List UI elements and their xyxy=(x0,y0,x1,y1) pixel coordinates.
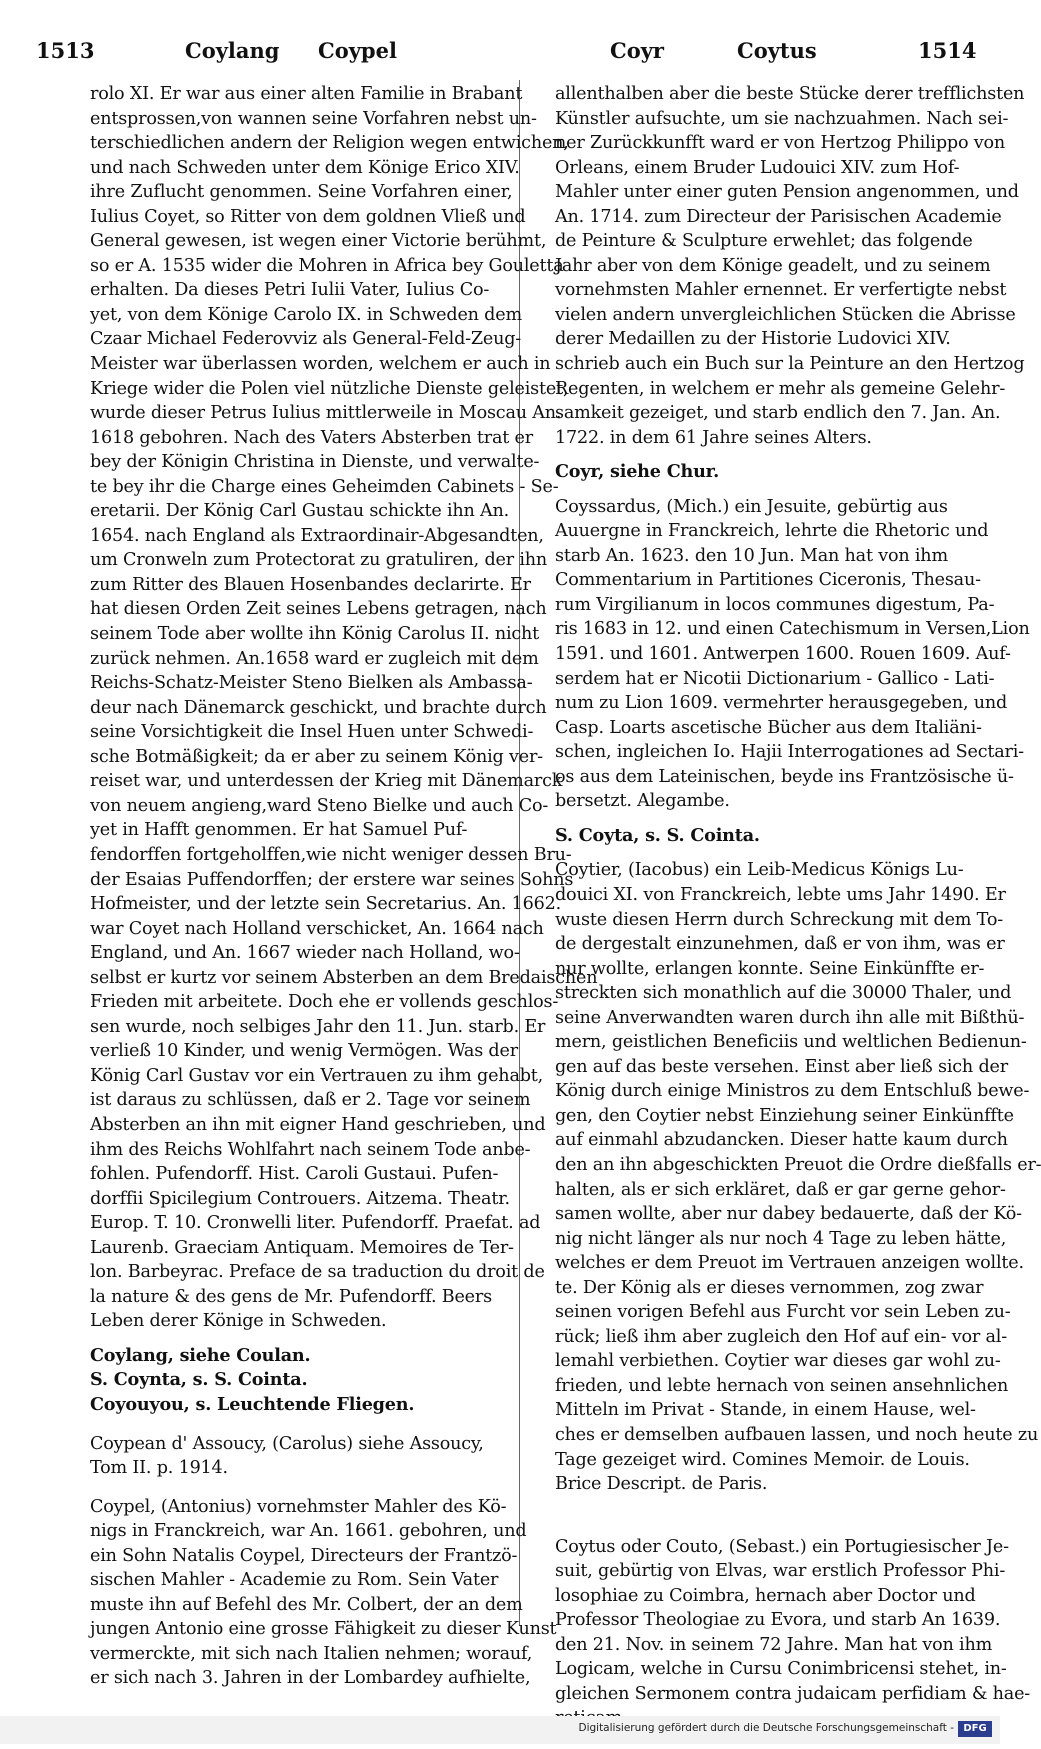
entry-coytus xyxy=(555,1535,1031,1731)
text-line: ihm des Reichs Wohlfahrt nach seinem Tode anbe- xyxy=(90,1139,531,1160)
text-line: seinen vorigen Befehl aus Furcht vor sein Leben zu- xyxy=(555,1302,1011,1323)
headword-coyr: Coyr xyxy=(610,38,664,63)
text-line: gen, den Coytier nebst Einziehung seiner Einkünffte xyxy=(555,1105,1014,1126)
text-line: General gewesen, ist wegen einer Victorie berühmt, xyxy=(90,231,547,252)
text-line: und nach Schweden unter dem Könige Erico XIV. xyxy=(90,157,520,178)
text-line: hat diesen Orden Zeit seines Lebens getragen, nach xyxy=(90,599,547,620)
text-line: Tage gezeiget wird. Comines Memoir. de Louis. xyxy=(555,1449,970,1470)
text-line: er sich nach 3. Jahren in der Lombardey aufhielte, xyxy=(90,1668,531,1689)
text-line: Hofmeister, und der letzte sein Secretarius. An. 1662. xyxy=(90,894,562,915)
text-line: 1722. in dem 61 Jahre seines Alters. xyxy=(555,427,872,448)
text-line: Czaar Michael Federovviz als General-Feld-Zeug- xyxy=(90,329,522,350)
text-line: losophiae zu Coimbra, hernach aber Doctor und xyxy=(555,1585,976,1606)
left-column-entries xyxy=(90,1344,520,1418)
left-column-text xyxy=(90,82,598,1334)
spacer xyxy=(555,450,987,460)
text-line: ner Zurückkunfft ward er von Hertzog Philippo von xyxy=(555,133,1006,154)
digitization-footer xyxy=(0,1716,1000,1744)
headword-coypel: Coypel xyxy=(318,38,397,63)
text-line: mern, geistlichen Beneficiis und weltlichen Bedienun- xyxy=(555,1032,1027,1053)
entry-coyssardus xyxy=(555,495,1030,814)
text-line: An. 1714. zum Directeur der Parisischen Academie xyxy=(555,206,1002,227)
entry-coyr: Coyr, siehe Chur. xyxy=(555,461,720,483)
text-line: den 21. Nov. in seinem 72 Jahre. Man hat von ihm xyxy=(555,1634,993,1655)
text-line: Logicam, welche in Cursu Conimbricensi stehet, in- xyxy=(555,1659,1007,1680)
text-line: Iulius Coyet, so Ritter von dem goldnen Vließ und xyxy=(90,206,526,227)
text-line: suit, gebürtig von Elvas, war erstlich Professor Phi- xyxy=(555,1561,1006,1582)
text-line: Casp. Loarts ascetische Bücher aus dem Italiäni- xyxy=(555,717,982,738)
text-line: eretarii. Der König Carl Gustau schickte ihn An. xyxy=(90,501,510,522)
text-line: starb An. 1623. den 10 Jun. Man hat von ihm xyxy=(555,545,948,566)
footer-credit: Digitalisierung gefördert durch die Deutsche Forschungsgemeinschaft - xyxy=(578,1722,954,1734)
text-line: seinem Tode aber wollte ihn König Carolus II. nicht xyxy=(90,624,540,645)
text-line: ist daraus zu schlüssen, daß er 2. Tage vor seinem xyxy=(90,1090,531,1111)
text-line: nur wollte, erlangen konnte. Seine Einkünffte er- xyxy=(555,958,985,979)
text-line: lemahl verbiethen. Coytier war dieses gar wohl zu- xyxy=(555,1351,1001,1372)
text-line: vermerckte, mit sich nach Italien nehmen; worauf, xyxy=(90,1643,533,1664)
spacer xyxy=(90,1481,520,1495)
text-line: 1618 gebohren. Nach des Vaters Absterben trat er xyxy=(90,427,533,448)
text-line: um Cronweln zum Protectorat zu gratuliren, der ihn xyxy=(90,550,548,571)
text-line: zum Ritter des Blauen Hosenbandes declarirte. Er xyxy=(90,574,531,595)
text-line: von neuem angieng,ward Steno Bielke und auch Co- xyxy=(90,795,549,816)
text-line: sen wurde, noch selbiges Jahr den 11. Jun. starb. Er xyxy=(90,1016,546,1037)
text-line: Tom II. p. 1914. xyxy=(90,1458,228,1479)
entry-s-coyta: S. Coyta, s. S. Cointa. xyxy=(555,824,760,846)
text-line: yet, von dem Könige Carolo IX. in Schweden dem xyxy=(90,304,522,325)
text-line: ches er demselben aufbauen lassen, und noch heute zu xyxy=(555,1424,1039,1445)
text-line: douici XI. von Franckreich, lebte ums Jahr 1490. Er xyxy=(555,884,1006,905)
text-line: sche Botmäßigkeit; da er aber zu seinem König ver- xyxy=(90,746,543,767)
text-line: frieden, und lebte hernach von seinen ansehnlichen xyxy=(555,1375,1009,1396)
text-line: welches er dem Preuot im Vertrauen anzeigen wollte. xyxy=(555,1253,1024,1274)
text-line: Frieden mit arbeitete. Doch ehe er vollends geschlos- xyxy=(90,992,559,1013)
text-line: auf einmahl abzudancken. Dieser hatte kaum durch xyxy=(555,1130,1008,1151)
text-line: Leben derer Könige in Schweden. xyxy=(90,1311,387,1332)
text-line: allenthalben aber die beste Stücke derer trefflichsten xyxy=(555,84,1025,104)
text-line: England, und An. 1667 wieder nach Holland, wo- xyxy=(90,943,520,964)
dfg-logo: DFG xyxy=(958,1721,992,1737)
text-line: Coypel, (Antonius) vornehmster Mahler des Kö- xyxy=(90,1496,507,1517)
text-line: os aus dem Lateinischen, beyde ins Frantzösische ü- xyxy=(555,766,1014,787)
text-line: König durch einige Ministros zu dem Entschluß bewe- xyxy=(555,1081,1030,1102)
text-line: nigs in Franckreich, war An. 1661. gebohren, und xyxy=(90,1521,527,1542)
text-line: Coytier, (Iacobus) ein Leib-Medicus Königs Lu- xyxy=(555,860,964,881)
text-line: Absterben an ihn mit eigner Hand geschrieben, und xyxy=(90,1114,546,1135)
text-line: Reichs-Schatz-Meister Steno Bielken als Ambassa- xyxy=(90,673,533,694)
spacer xyxy=(555,848,987,858)
text-line: bersetzt. Alegambe. xyxy=(555,791,730,812)
text-line: verließ 10 Kinder, und wenig Vermögen. Was der xyxy=(90,1041,518,1062)
text-line: Regenten, in welchem er mehr als gemeine Gelehr- xyxy=(555,378,1006,399)
text-line: der Esaias Puffendorffen; der erstere war seines Sohns xyxy=(90,869,574,890)
text-line: ein Sohn Natalis Coypel, Directeurs der Frantzö- xyxy=(90,1545,518,1566)
text-line: vielen andern unvergleichlichen Stücken die Abrisse xyxy=(555,304,1016,325)
spacer xyxy=(555,814,987,824)
text-line: de Peinture & Sculpture erwehlet; das folgende xyxy=(555,231,973,252)
text-line: ris 1683 in 12. und einen Catechismum in Versen,Lion xyxy=(555,619,1030,640)
text-line: la nature & des gens de Mr. Pufendorff. Beers xyxy=(90,1286,492,1307)
text-line: halten, als er sich erkläret, daß er gar gerne gehor- xyxy=(555,1179,1006,1200)
spacer xyxy=(555,485,987,495)
text-line: so er A. 1535 wider die Mohren in Africa bey Gouletta xyxy=(90,255,564,276)
text-line: terschiedlichen andern der Religion wegen entwichen, xyxy=(90,133,569,154)
page-number-left: 1513 xyxy=(36,38,95,63)
text-line: yet in Hafft genommen. Er hat Samuel Puf- xyxy=(90,820,468,841)
text-line: Orleans, einem Bruder Ludouici XIV. zum Hof- xyxy=(555,157,960,178)
text-line: deur nach Dänemarck geschickt, und brachte durch xyxy=(90,697,547,718)
text-line: Professor Theologiae zu Evora, und starb An 1639. xyxy=(555,1610,1001,1631)
spacer xyxy=(555,1497,987,1535)
text-line: muste ihn auf Befehl des Mr. Colbert, der an dem xyxy=(90,1594,523,1615)
text-line: derer Medaillen zu der Historie Ludovici XIV. xyxy=(555,329,951,350)
text-line: wuste diesen Herrn durch Schreckung mit dem To- xyxy=(555,909,1003,930)
text-line: König Carl Gustav vor ein Vertrauen zu ihm gehabt, xyxy=(90,1065,544,1086)
text-line: Europ. T. 10. Cronwelli liter. Pufendorff. Praefat. ad xyxy=(90,1213,541,1234)
text-line: den an ihn abgeschickten Preuot die Ordre dießfalls er- xyxy=(555,1154,1041,1175)
text-line: schrieb auch ein Buch sur la Peinture an den Hertzog xyxy=(555,354,1025,375)
text-line: bey der Königin Christina in Dienste, und verwalte- xyxy=(90,452,540,473)
text-line: rolo XI. Er war aus einer alten Familie in Brabant xyxy=(90,84,523,104)
text-line: Coyssardus, (Mich.) ein Jesuite, gebürtig aus xyxy=(555,496,948,517)
text-line: Brice Descript. de Paris. xyxy=(555,1474,768,1495)
text-line: Meister war überlassen worden, welchem er auch in xyxy=(90,354,551,375)
text-line: sischen Mahler - Academie zu Rom. Sein Vater xyxy=(90,1570,499,1591)
entry-line: Coyouyou, s. Leuchtende Fliegen. xyxy=(90,1393,415,1415)
text-line: fohlen. Pufendorff. Hist. Caroli Gustaui. Pufen- xyxy=(90,1164,499,1185)
entry-coytier xyxy=(555,858,1041,1496)
text-line: entsprossen,von wannen seine Vorfahren nebst un- xyxy=(90,108,537,129)
text-line: streckten sich monathlich auf die 30000 Thaler, und xyxy=(555,983,1012,1004)
text-line: te bey ihr die Charge eines Geheimden Cabinets - Se- xyxy=(90,476,559,497)
text-line: serdem hat er Nicotii Dictionarium - Gallico - Lati- xyxy=(555,668,995,689)
text-line: Künstler aufsuchte, um sie nachzuahmen. Nach sei- xyxy=(555,108,1009,129)
text-line: vornehmsten Mahler ernennet. Er verfertigte nebst xyxy=(555,280,1007,301)
text-line: gleichen Sermonem contra judaicam perfidiam & hae- xyxy=(555,1683,1031,1704)
text-line: samen wollte, aber nur dabey bedauerte, daß der Kö- xyxy=(555,1204,1022,1225)
text-line: 1591. und 1601. Antwerpen 1600. Rouen 1609. Auf- xyxy=(555,644,1011,665)
text-line: dorffii Spicilegium Controuers. Aitzema. Theatr. xyxy=(90,1188,510,1209)
headword-coytus: Coytus xyxy=(737,38,817,63)
text-line: rum Virgilianum in locos communes digestum, Pa- xyxy=(555,594,995,615)
right-column xyxy=(555,82,1041,1731)
spacer xyxy=(90,1418,520,1432)
headword-coylang: Coylang xyxy=(185,38,280,63)
text-line: Coypean d' Assoucy, (Carolus) siehe Assoucy, xyxy=(90,1433,484,1454)
text-line: zurück nehmen. An.1658 ward er zugleich mit dem xyxy=(90,648,539,669)
text-line: Auuergne in Franckreich, lehrte die Rhetoric und xyxy=(555,521,989,542)
text-line: nig nicht länger als nur noch 4 Tage zu leben hätte, xyxy=(555,1228,1007,1249)
text-line: Mitteln im Privat - Stande, in einem Hause, wel- xyxy=(555,1400,976,1421)
text-line: de dergestalt einzunehmen, daß er von ihm, was er xyxy=(555,934,1005,955)
text-line: rück; ließ ihm aber zugleich den Hof auf ein- vor al- xyxy=(555,1326,1007,1347)
text-line: wurde dieser Petrus Iulius mittlerweile in Moscau An. xyxy=(90,403,562,424)
entry-line: Coylang, siehe Coulan. xyxy=(90,1344,311,1366)
entry-line: S. Coynta, s. S. Cointa. xyxy=(90,1369,308,1391)
text-line: selbst er kurtz vor seinem Absterben an dem Bredaischen xyxy=(90,967,598,988)
text-line: samkeit gezeiget, und starb endlich den 7. Jan. An. xyxy=(555,403,1001,424)
running-head xyxy=(0,38,1000,78)
text-line: lon. Barbeyrac. Preface de sa traduction du droit de xyxy=(90,1262,545,1283)
text-line: fendorffen fortgeholffen,wie nicht weniger dessen Bru- xyxy=(90,844,572,865)
text-line: jungen Antonio eine grosse Fähigkeit zu dieser Kunst xyxy=(90,1619,557,1640)
text-line: te. Der König als er dieses vernommen, zog zwar xyxy=(555,1277,984,1298)
text-line: num zu Lion 1609. vermehrter herausgegeben, und xyxy=(555,693,1008,714)
page-number-right: 1514 xyxy=(918,38,977,63)
text-line: reiset war, und unterdessen der Krieg mit Dänemarck xyxy=(90,771,563,792)
text-line: Mahler unter einer guten Pension angenommen, und xyxy=(555,182,1019,203)
text-line: gen auf das beste versehen. Einst aber ließ sich der xyxy=(555,1056,1008,1077)
left-column-text-b xyxy=(90,1418,557,1691)
right-column-text xyxy=(555,82,1025,450)
text-line: Kriege wider die Polen viel nützliche Dienste geleistet, xyxy=(90,378,569,399)
text-line: Coytus oder Couto, (Sebast.) ein Portugiesischer Je- xyxy=(555,1536,1009,1557)
text-line: seine Vorsichtigkeit die Insel Huen unter Schwedi- xyxy=(90,722,534,743)
text-line: Jahr aber von dem Könige geadelt, und zu seinem xyxy=(555,255,991,276)
text-line: seine Anverwandten waren durch ihn alle mit Bißthü- xyxy=(555,1007,1025,1028)
text-line: 1654. nach England als Extraordinair-Abgesandten, xyxy=(90,525,544,546)
text-line: Commentarium in Partitiones Ciceronis, Thesau- xyxy=(555,570,981,591)
spacer xyxy=(90,1334,520,1344)
text-line: war Coyet nach Holland verschicket, An. 1664 nach xyxy=(90,918,544,939)
text-line: Laurenb. Graeciam Antiquam. Memoires de Ter- xyxy=(90,1237,514,1258)
left-column xyxy=(90,82,598,1691)
text-line: ihre Zuflucht genommen. Seine Vorfahren einer, xyxy=(90,182,513,203)
text-line: schen, ingleichen Io. Hajii Interrogationes ad Sectari- xyxy=(555,742,1024,763)
text-line: erhalten. Da dieses Petri Iulii Vater, Iulius Co- xyxy=(90,280,490,301)
